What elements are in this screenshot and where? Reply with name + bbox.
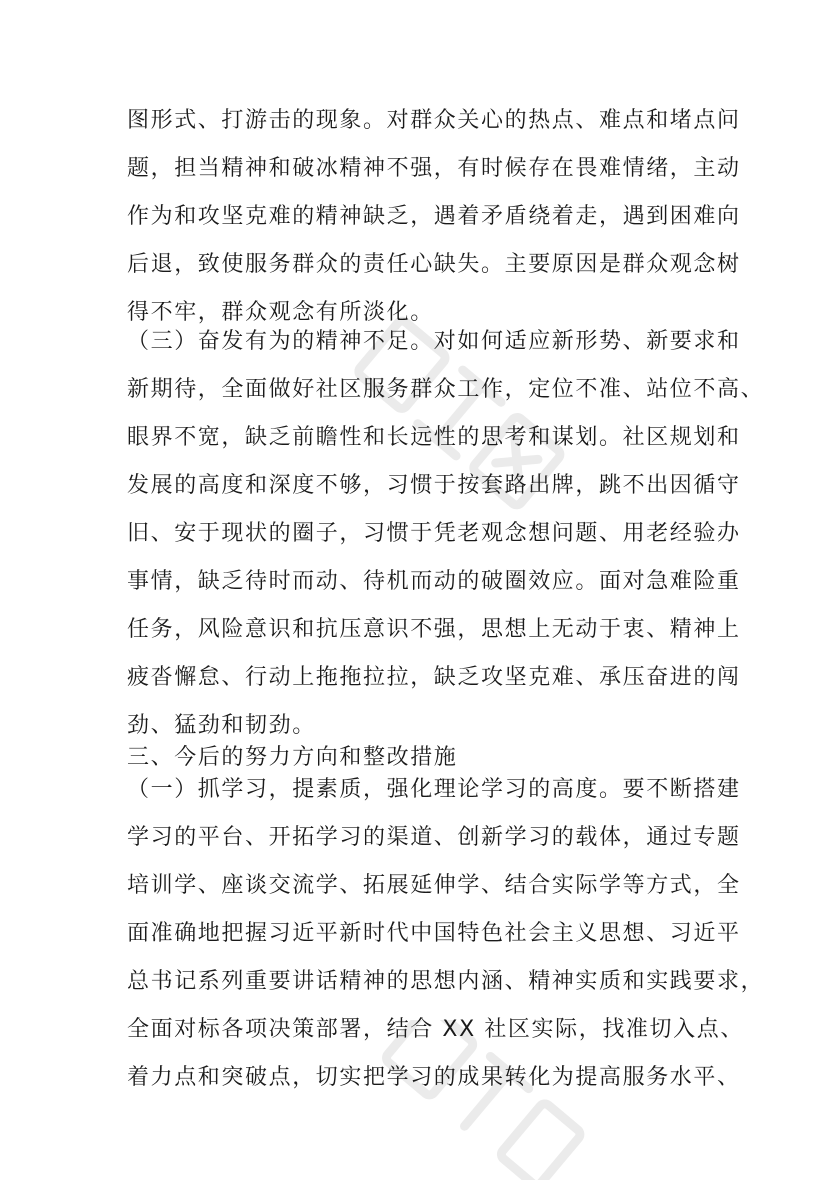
text-line: 新期待，全面做好社区服务群众工作，定位不准、站位不高、 [127,377,765,402]
text-line: 疲沓懈怠、行动上拖拖拉拉，缺乏攻坚克难、承压奋进的闯 [127,665,741,690]
text-line: 发展的高度和深度不够，习惯于按套路出牌，跳不出因循守 [127,473,741,498]
text-line: 着力点和突破点，切实把学习的成果转化为提高服务水平、 [127,1065,741,1090]
text-line: 培训学、座谈交流学、拓展延伸学、结合实际学等方式，全 [127,873,741,898]
section-heading: 三、今后的努力方向和整改措施 [127,745,458,770]
text-line: 旧、安于现状的圈子，习惯于凭老观念想问题、用老经验办 [127,521,741,546]
text-line: 劲、猛劲和韧劲。 [127,713,316,738]
paragraph-start-line: （一）抓学习，提素质，强化理论学习的高度。要不断搭建 [127,777,741,802]
text-line: 图形式、打游击的现象。对群众关心的热点、难点和堵点问 [127,108,741,133]
text-line: 事情，缺乏待时而动、待机而动的破圈效应。面对急难险重 [127,569,741,594]
text-line: 任务，风险意识和抗压意识不强，思想上无动于衷、精神上 [127,617,741,642]
text-line: 作为和攻坚克难的精神缺乏，遇着矛盾绕着走，遇到困难向 [127,204,741,229]
text-line: 后退，致使服务群众的责任心缺失。主要原因是群众观念树 [127,252,741,277]
text-line: 得不牢，群众观念有所淡化。 [127,300,434,325]
text-line: 面准确地把握习近平新时代中国特色社会主义思想、习近平 [127,921,741,946]
text-line: 全面对标各项决策部署，结合 XX 社区实际，找准切入点、 [127,1017,744,1042]
text-line: 眼界不宽，缺乏前瞻性和长远性的思考和谋划。社区规划和 [127,425,741,450]
paragraph-start-line: （三）奋发有为的精神不足。对如何适应新形势、新要求和 [127,329,741,354]
text-line: 题，担当精神和破冰精神不强，有时候存在畏难情绪，主动 [127,156,741,181]
text-line: 学习的平台、开拓学习的渠道、创新学习的载体，通过专题 [127,825,741,850]
text-line: 总书记系列重要讲话精神的思想内涵、精神实质和实践要求， [127,969,765,994]
